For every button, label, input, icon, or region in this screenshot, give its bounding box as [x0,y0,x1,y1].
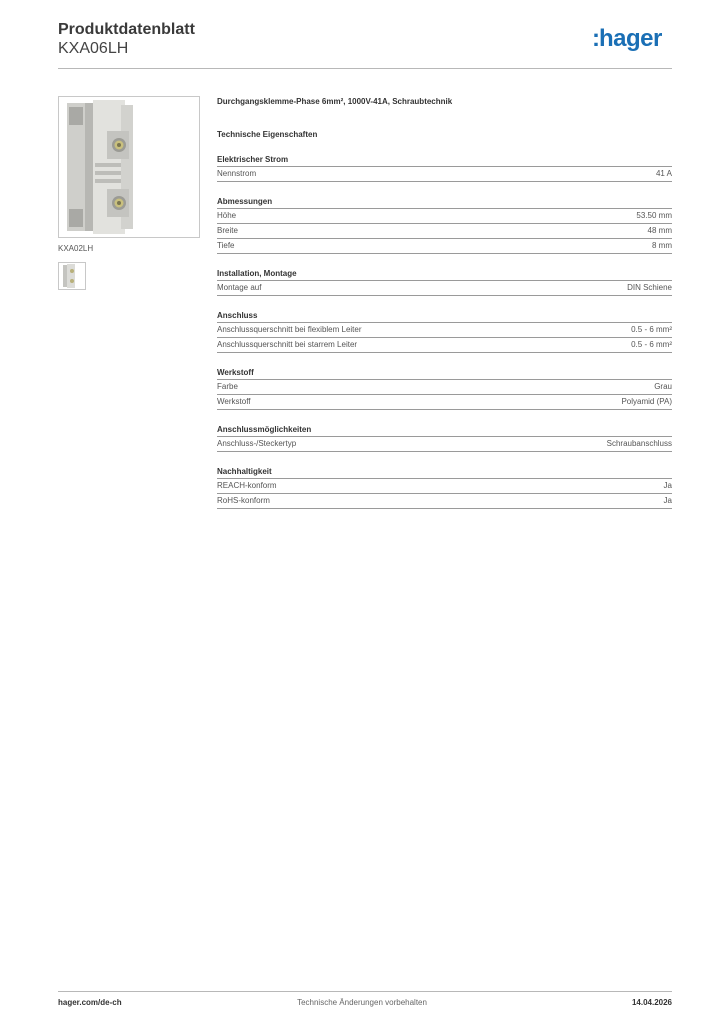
header-divider [58,68,672,69]
spec-content [217,96,672,509]
spec-value: 53.50 mm [636,211,672,220]
terminal-block-icon [59,97,199,237]
spec-group-material [217,367,672,410]
spec-value: 0.5 - 6 mm² [631,340,672,349]
spec-label: Montage auf [217,283,262,292]
spec-label: Anschlussquerschnitt bei starrem Leiter [217,340,358,349]
spec-group-electric-current [217,154,672,182]
spec-value: Grau [654,382,672,391]
product-description: Durchgangsklemme-Phase 6mm², 1000V-41A, Schraubtechnik [217,97,453,106]
page-title: Produktdatenblatt [58,21,195,38]
hager-logo[interactable] [592,27,662,51]
spec-value: 41 A [655,169,672,178]
spec-group-title: Nachhaltigkeit [217,466,672,479]
spec-group-title: Anschluss [217,310,672,323]
spec-value: 0.5 - 6 mm² [631,325,672,334]
product-code: KXA06LH [58,40,129,57]
logo-prefix: : [592,25,599,52]
spec-value: 8 mm [652,241,672,250]
spec-group-title: Elektrischer Strom [217,154,672,167]
spec-row [217,209,672,224]
spec-row [217,281,672,296]
spec-label: Anschlussquerschnitt bei flexiblem Leiter [217,325,362,334]
footer-note: Technische Änderungen vorbehalten [297,998,427,1007]
footer-site-link[interactable]: hager.com/de-ch [58,998,122,1007]
spec-label: Anschluss-/Steckertyp [217,439,297,448]
spec-value: 48 mm [647,226,672,235]
spec-row [217,239,672,254]
footer-date: 14.04.2026 [631,998,672,1007]
spec-label: RoHS-konform [217,496,270,505]
spec-label: Nennstrom [217,169,257,178]
spec-group-sustainability [217,466,672,509]
image-caption: KXA02LH [58,244,94,253]
spec-label: Werkstoff [217,397,251,406]
spec-group-title: Anschlussmöglichkeiten [217,424,672,437]
spec-group-connection [217,310,672,353]
logo-text: hager [599,25,662,52]
spec-label: Höhe [217,211,237,220]
section-heading: Technische Eigenschaften [217,130,318,139]
footer-divider [58,991,672,992]
spec-row [217,338,672,353]
spec-row [217,437,672,452]
spec-value: Ja [663,496,672,505]
product-thumbnail[interactable] [58,262,86,290]
spec-group-title: Installation, Montage [217,268,672,281]
terminal-block-thumbnail-icon [59,263,85,289]
spec-row [217,380,672,395]
spec-group-title: Werkstoff [217,367,672,380]
spec-group-title: Abmessungen [217,196,672,209]
spec-label: REACH-konform [217,481,277,490]
spec-row [217,323,672,338]
spec-group-dimensions [217,196,672,254]
product-image[interactable] [58,96,200,238]
spec-row [217,395,672,410]
spec-value: Schraubanschluss [606,439,672,448]
spec-group-installation [217,268,672,296]
spec-row [217,224,672,239]
spec-group-connection-options [217,424,672,452]
spec-row [217,479,672,494]
spec-label: Farbe [217,382,238,391]
spec-value: DIN Schiene [627,283,672,292]
spec-value: Polyamid (PA) [621,397,672,406]
spec-label: Breite [217,226,238,235]
spec-row [217,494,672,509]
spec-value: Ja [663,481,672,490]
spec-row [217,167,672,182]
spec-label: Tiefe [217,241,235,250]
